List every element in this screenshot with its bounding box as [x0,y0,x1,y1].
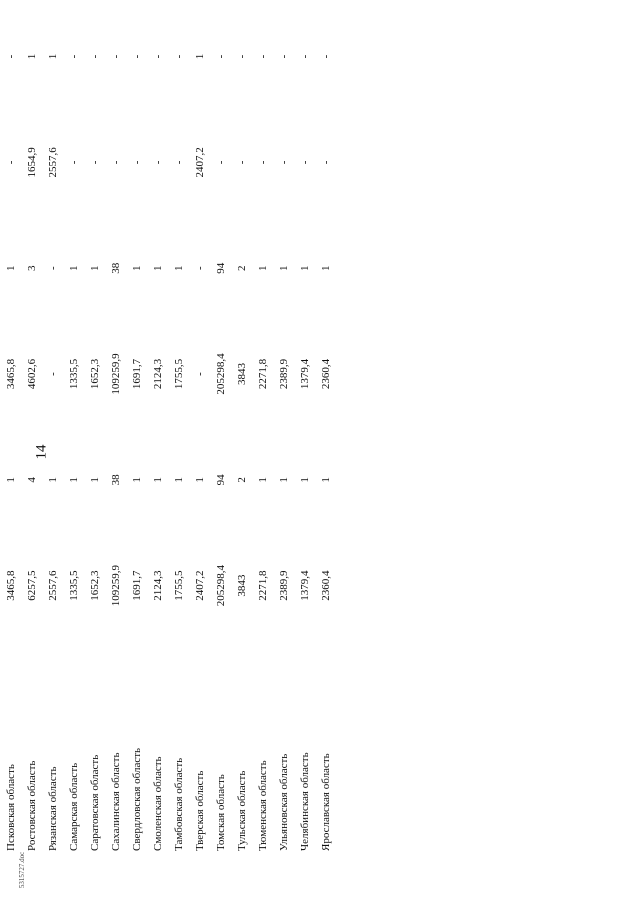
cell-total-cnt: 1 [67,477,80,483]
cell-q1-cnt: - [193,266,206,271]
cell-q1-cnt: 1 [67,265,80,271]
table-row [294,7,315,855]
cell-q1-cnt: 1 [172,265,185,271]
cell-total-cnt: 1 [277,477,290,483]
cell-total-cnt: 1 [130,477,143,483]
cell-q4-pay: - [67,160,80,165]
cell-q1-pay: 205298,4 [214,353,227,395]
cell-q1-pay: 2124,3 [151,358,164,390]
cell-q1-cnt: - [46,266,59,271]
cell-q4-cnt: - [4,54,17,59]
cell-q4-pay: - [214,160,227,165]
cell-total-cnt: 1 [4,477,17,483]
cell-total-pay: 1755,5 [172,570,185,601]
cell-q4-cnt: - [172,54,185,59]
table-row [105,7,126,855]
table-body [0,7,336,855]
cell-q4-cnt: 1 [193,53,206,60]
table-row [42,7,63,855]
cell-region: Сахалинская область [109,752,122,851]
table-row [147,7,168,855]
cell-q1-cnt: 1 [151,265,164,271]
cell-total-pay: 3465,8 [4,570,17,601]
cell-region: Тверская область [193,770,206,851]
cell-total-pay: 2407,2 [193,570,206,601]
cell-q4-cnt: - [214,54,227,59]
cell-total-pay: 6257,5 [25,570,38,601]
table-row [126,7,147,855]
cell-q4-cnt: 1 [46,53,59,60]
cell-total-cnt: 1 [151,477,164,483]
cell-total-pay: 2271,8 [256,570,269,601]
cell-q1-pay: 1691,7 [130,358,143,390]
cell-region: Рязанская область [46,766,59,851]
cell-q1-pay: - [193,372,206,376]
cell-total-cnt: 1 [319,477,332,483]
data-table [0,7,336,855]
table-row [273,7,294,855]
cell-q1-pay: 2271,8 [256,358,269,390]
cell-q4-cnt: - [151,54,164,59]
cell-region: Свердловская область [130,747,143,851]
cell-region: Томская область [214,774,227,851]
cell-q1-cnt: 94 [214,262,227,274]
cell-total-cnt: 1 [298,477,311,483]
cell-region: Саратовская область [88,754,101,851]
table-row [210,7,231,855]
table-row [315,7,336,855]
cell-region: Челябинская область [298,752,311,851]
cell-q4-pay: - [256,160,269,165]
cell-q1-cnt: 1 [88,265,101,271]
cell-q4-cnt: - [67,54,80,59]
cell-total-pay: 2124,3 [151,570,164,601]
table-row [168,7,189,855]
cell-total-pay: 109259,9 [109,565,122,607]
cell-q4-cnt: - [130,54,143,59]
cell-q4-cnt: - [109,54,122,59]
cell-total-pay: 1335,5 [67,570,80,601]
cell-q4-cnt: - [319,54,332,59]
cell-q4-cnt: - [256,54,269,59]
cell-q4-cnt: 1 [25,53,38,60]
table-row [0,7,21,855]
cell-q1-pay: 1379,4 [298,358,311,390]
cell-total-cnt: 1 [172,477,185,483]
cell-total-cnt: 1 [46,477,59,483]
cell-region: Ульяновская область [277,753,290,851]
cell-q4-cnt: - [235,54,248,59]
table-row [252,7,273,855]
cell-region: Ростовская область [25,760,38,851]
table-row [84,7,105,855]
cell-q4-pay: - [172,160,185,165]
cell-region: Тюменская область [256,760,269,851]
cell-q1-pay: 2389,9 [277,358,290,390]
cell-q1-pay: 1335,5 [67,358,80,390]
cell-q4-pay: - [4,160,17,165]
cell-region: Тульская область [235,770,248,851]
cell-q4-pay: - [151,160,164,165]
cell-q1-cnt: 1 [277,265,290,271]
cell-q1-pay: 3465,8 [4,358,17,390]
cell-total-cnt: 38 [109,474,122,486]
cell-region: Ярославская область [319,753,332,851]
cell-region: Смоленская область [151,756,164,851]
cell-q4-pay: - [277,160,290,165]
cell-q4-pay: - [109,160,122,165]
footer-filename: 5315727.doc [18,851,26,889]
cell-total-pay: 1652,3 [88,570,101,601]
cell-q1-cnt: 1 [256,265,269,271]
cell-q4-pay: 2407,2 [193,147,206,178]
cell-total-cnt: 1 [88,477,101,483]
table-row [63,7,84,855]
cell-total-pay: 2557,6 [46,570,59,601]
cell-q1-cnt: 3 [25,265,38,271]
table-row [231,7,252,855]
cell-q1-pay: 2360,4 [319,358,332,390]
cell-q1-cnt: 2 [235,265,248,271]
cell-q1-pay: 1755,5 [172,358,185,390]
cell-total-cnt: 2 [235,477,248,483]
cell-total-pay: 1691,7 [130,570,143,601]
cell-q1-pay: - [46,372,59,376]
cell-q1-cnt: 1 [298,265,311,271]
cell-q4-pay: 2557,6 [46,147,59,178]
cell-q1-cnt: 1 [130,265,143,271]
cell-total-cnt: 1 [256,477,269,483]
cell-total-pay: 205298,4 [214,565,227,607]
cell-region: Псковская область [4,764,17,851]
cell-total-pay: 2389,9 [277,570,290,601]
cell-total-cnt: 94 [214,474,227,486]
cell-q4-cnt: - [298,54,311,59]
cell-q4-cnt: - [277,54,290,59]
cell-q1-cnt: 38 [109,262,122,274]
cell-q1-cnt: 1 [4,265,17,271]
cell-q4-pay: - [298,160,311,165]
cell-total-cnt: 1 [193,477,206,483]
cell-q1-pay: 109259,9 [109,353,122,395]
cell-total-pay: 1379,4 [298,570,311,601]
cell-q4-cnt: - [88,54,101,59]
table-row [21,7,42,855]
cell-q1-cnt: 1 [319,265,332,271]
cell-total-pay: 2360,4 [319,570,332,601]
cell-total-pay: 3843 [235,574,248,597]
cell-region: Самарская область [67,762,80,851]
cell-q4-pay: - [130,160,143,165]
cell-q1-pay: 4602,6 [25,358,38,390]
cell-q4-pay: - [88,160,101,165]
cell-q1-pay: 3843 [235,363,248,385]
cell-total-cnt: 4 [25,477,38,483]
cell-q1-pay: 1652,3 [88,358,101,390]
cell-q4-pay: 1654,9 [25,147,38,178]
cell-q4-pay: - [235,160,248,165]
cell-q4-pay: - [319,160,332,165]
table-row [189,7,210,855]
page-number: 14 [33,444,50,460]
cell-region: Тамбовская область [172,757,185,851]
